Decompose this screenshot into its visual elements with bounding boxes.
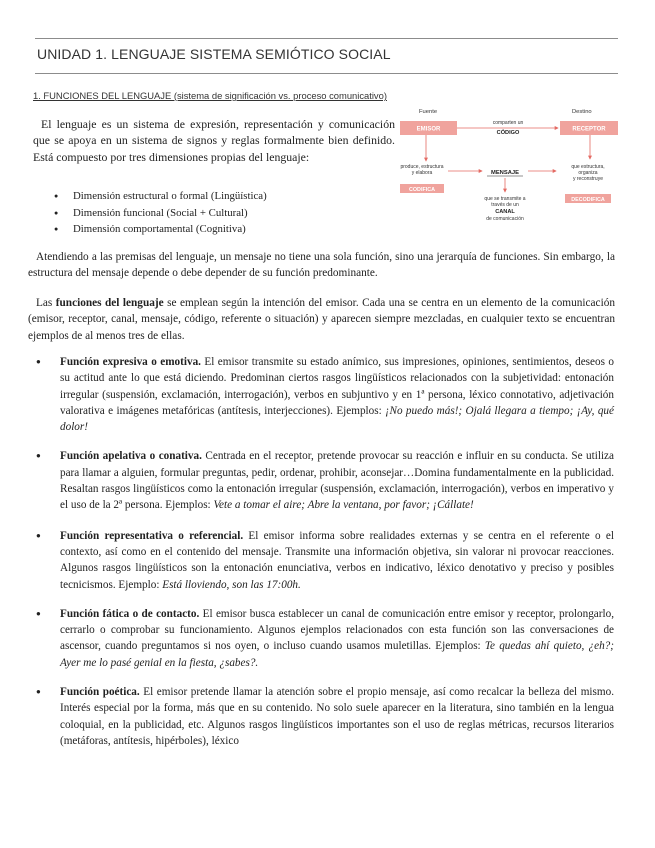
header-top-rule	[35, 38, 618, 39]
unit-title: UNIDAD 1. LENGUAJE SISTEMA SEMIÓTICO SOCIAL	[37, 46, 391, 62]
diagram-comparten-label: comparten un	[492, 120, 524, 126]
paragraph-premisas: Atendiendo a las premisas del lenguaje, un mensaje no tiene una sola función, sino una jerarquía de funciones. Sin embargo, la estructura del mensaje depende o debe depender de su función predominante.	[28, 251, 615, 280]
diagram-right-caption-2: organiza	[578, 170, 598, 176]
dimension-item: ● Dimensión estructural o formal (Lingüística)	[54, 188, 267, 205]
diagram-receptor-label: RECEPTOR	[572, 126, 606, 133]
diagram-canal-label: CANAL	[495, 209, 515, 215]
function-item-expresiva: ● Función expresiva o emotiva. El emisor transmite su estado anímico, sus impresiones, opiniones, sentimientos, deseos o su actitud ante lo que está diciendo. Predominan ciertos rasgos lingüísticos relacionados con la subjetividad: entonación irregular (suspensión, exclamación, interrogación), verbos en subjuntivo y en 1ª persona, léxico connotativo, adjetivación valorativa e imágenes metafóricas (antítesis, interjecciones). Ejemplos: ¡No puedo más!; Ojalá llegara a tiempo; ¡Ay, qué dolor!	[34, 354, 614, 435]
function-item-representativa: ● Función representativa o referencial. El emisor informa sobre realidades externas y se centra en el referente o el contexto, así como en el contenido del mensaje. Transmite una información objetiva, sin valorar ni provocar reacciones. Algunos rasgos lingüísticos son la entonación enunciativa, verbos en indicativo, léxico denotativo y preciso y posibles tecnicismos. Ejemplo: Está lloviendo, son las 17:00h.	[34, 528, 614, 593]
diagram-fuente-label: Fuente	[419, 109, 438, 115]
diagram-emisor-label: EMISOR	[416, 126, 441, 133]
diagram-canal-caption-2: través de un	[491, 202, 519, 208]
communication-diagram	[398, 104, 620, 232]
section-title: 1. FUNCIONES DEL LENGUAJE (sistema de significación vs. proceso comunicativo)	[33, 90, 387, 101]
dimension-item: ● Dimensión funcional (Social + Cultural)	[54, 205, 267, 222]
intro-paragraph: El lenguaje es un sistema de expresión, representación y comunicación que se apoya en un sistema de signos y reglas formalmente bien definido. Está compuesto por tres dimensiones propias del lenguaje:	[33, 117, 395, 164]
diagram-decodifica-label: DECODIFICA	[571, 197, 605, 203]
function-item-fatica: ● Función fática o de contacto. El emisor busca establecer un canal de comunicación entre emisor y receptor, prolongarlo, cerrarlo o comprobar su funcionamiento. Algunos ejemplos relacionados con esta función son las conversaciones de ascensor, cuando preguntamos si nos oyen, o incluso cuando usamos muletillas. Ejemplos: Te quedas ahí quieto, ¿eh?; Ayer me lo pasé genial en la fiesta, ¿sabes?.	[34, 606, 614, 671]
function-item-apelativa: ● Función apelativa o conativa. Centrada en el receptor, pretende provocar su reacción e influir en su conducta. Se utiliza para llamar a alguien, formular preguntas, pedir, ordenar, prohibir, aconsejar…Domina fundamentalmente en la publicidad. Resaltan rasgos lingüísticos como la entonación irregular (suspensión, exclamación, interrogación), verbos en imperativo y el uso de la 2ª persona. Ejemplos: Vete a tomar el aire; Abre la ventana, por favor; ¡Cállate!	[34, 448, 614, 513]
diagram-codifica-label: CODIFICA	[408, 187, 436, 193]
diagram-canal-after: de comunicación	[486, 216, 524, 222]
diagram-left-caption-1: produce, estructura	[400, 164, 444, 170]
diagram-right-caption-3: y reconstruye	[572, 176, 604, 182]
header-bottom-rule	[35, 73, 618, 74]
diagram-mensaje-label: MENSAJE	[490, 170, 520, 176]
diagram-left-caption-2: y elabora	[411, 170, 433, 176]
diagram-right-caption-1: que estructura,	[571, 164, 605, 170]
dimension-item: ● Dimensión comportamental (Cognitiva)	[54, 221, 267, 238]
diagram-codigo-label: CÓDIGO	[496, 130, 520, 136]
function-item-poetica: ● Función poética. El emisor pretende llamar la atención sobre el propio mensaje, así como recalcar la belleza del mismo. Interés especial por la forma, más que en su contenido. No solo suele aparecer en la literatura, sino también en la lengua coloquial, en la publicidad, etc. Algunos rasgos lingüísticos importantes son el uso de reglas métricas, recursos literarios (metáforas, antítesis, hipérboles), léxico	[34, 684, 614, 749]
functions-list	[34, 354, 614, 749]
paragraph-funciones: Las funciones del lenguaje se emplean según la intención del emisor. Cada una se centra en un elemento de la comunicación (emisor, receptor, canal, mensaje, código, referente o situación) y aparecen siempre mezcladas, en cualquier texto se encuentran ejemplos de al menos tres de ellas.	[28, 297, 615, 342]
dimensions-list	[54, 188, 267, 238]
diagram-destino-label: Destino	[572, 109, 592, 115]
diagram-canal-caption-1: que se transmite a	[484, 196, 526, 202]
